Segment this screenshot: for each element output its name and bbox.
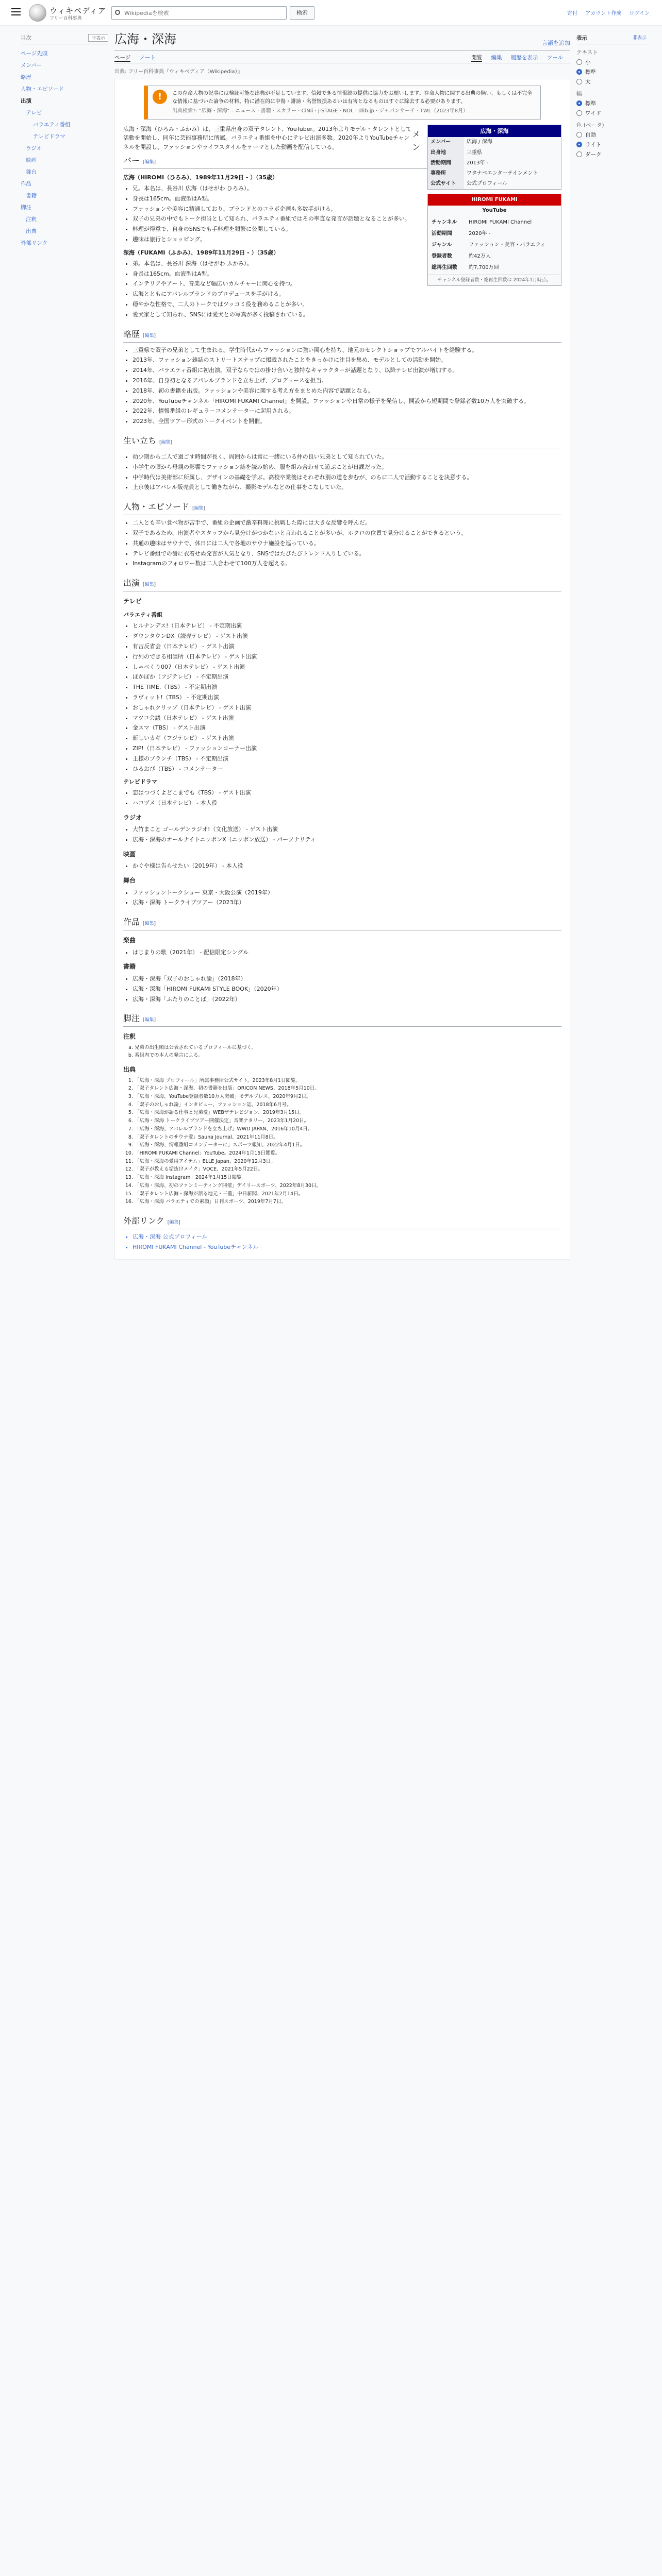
books-heading: 書籍 — [123, 963, 136, 971]
list-item: • かぐや様は告らせたい（2019年） - 本人役 — [133, 861, 561, 871]
reference-item: 16. 「広海・深海 バラエティでの素顔」日刊スポーツ、2019年7月7日。 — [135, 1198, 561, 1206]
infobox-table — [428, 137, 561, 189]
width-label: 幅 — [576, 91, 582, 97]
text-size-standard-radio[interactable]: 標準 — [576, 68, 647, 76]
list-item: • 身長は165cm。血液型はA型。 — [133, 194, 561, 204]
appearance-header — [576, 34, 647, 44]
drama-list — [133, 788, 561, 808]
list-item: • はじまりの歌（2021年） - 配信限定シングル — [133, 948, 561, 957]
toc-item[interactable]: 出典 — [26, 228, 37, 234]
tab-page[interactable]: ページ — [114, 55, 131, 61]
external-link[interactable]: • HIROMI FUKAMI Channel - YouTubeチャンネル — [133, 1243, 561, 1252]
edit-link[interactable]: 編集 — [144, 921, 154, 927]
youtube-note: チャンネル登録者数・総再生回数は 2024年1月時点。 — [428, 275, 561, 286]
tab-edit[interactable]: 編集 — [491, 55, 502, 61]
site-tagline: フリー百科事典 — [49, 16, 82, 21]
reference-item: 7. 「広海・深海、アパレルブランドを立ち上げ」WWD JAPAN、2016年10月4日。 — [135, 1126, 561, 1133]
toc-item[interactable]: ページ先頭 — [21, 50, 48, 57]
article-body — [114, 79, 570, 1260]
main-content — [114, 29, 570, 1260]
toc-item[interactable]: テレビ — [26, 110, 42, 116]
edit-link[interactable]: 編集 — [169, 1220, 179, 1226]
edit-link[interactable]: 編集 — [144, 333, 154, 338]
list-item: • 広海とともにアパレルブランドのプロデュースを手がける。 — [133, 290, 561, 299]
variety-list — [133, 621, 561, 773]
width-wide-radio[interactable]: ワイド — [576, 109, 647, 117]
toc-item[interactable]: 舞台 — [26, 169, 37, 175]
list-item: • 2016年、自身初となるアパレルブランドを立ち上げ、プロデュースを担当。 — [133, 376, 561, 385]
list-item: • 弟。本名は、長谷川 深海（はせがわ ふかみ）。 — [133, 259, 561, 268]
list-item: • Instagramのフォロワー数は二人合わせて100万人を超える。 — [133, 559, 561, 568]
appearance-title: 表示 — [576, 35, 587, 41]
list-item: • マツコ会議（日本テレビ） - ゲスト出演 — [133, 714, 561, 723]
infobox-row: 総再生回数 約7,700万回 — [432, 265, 499, 271]
list-item: • 料理が得意で、自身のSNSでも手料理を頻繁に公開している。 — [133, 225, 561, 234]
donate-link[interactable]: 寄付 — [567, 11, 578, 16]
search-input[interactable] — [112, 7, 282, 19]
infobox-row: 公式サイト 公式プロフィール — [428, 179, 561, 189]
reference-item: 4. 「双子のおしゃれ論」インタビュー、ファッション誌、2018年6月号。 — [135, 1101, 561, 1109]
reference-item: 14. 「広海・深海、初のファンミーティング開催」デイリースポーツ、2022年8月30日。 — [135, 1182, 561, 1190]
section-episodes-heading: 人物・エピソード [編集] — [123, 500, 561, 515]
color-label: 色 (ベータ) — [576, 122, 604, 128]
wikipedia-logo-icon[interactable] — [29, 4, 46, 22]
variety-heading: バラエティ番組 — [123, 612, 163, 619]
toc-item[interactable]: メンバー — [21, 62, 42, 69]
sources-list — [135, 1077, 561, 1207]
list-item: • 双子であるため、出演者やスタッフから見分けがつかないと言われることが多いが、ホクロの位置で見分けることができるという。 — [133, 529, 561, 538]
stage-heading: 舞台 — [123, 877, 136, 885]
tab-read[interactable]: 閲覧 — [471, 55, 483, 61]
list-item: • 広海・深海 トークライブツアー（2023年） — [133, 898, 561, 907]
notes-list — [135, 1044, 561, 1060]
appearance-hide-button[interactable]: 非表示 — [632, 36, 647, 41]
history-list — [133, 346, 561, 427]
edit-link[interactable]: 編集 — [144, 160, 154, 165]
toc-title: 目次 — [21, 35, 31, 41]
list-item: • 三重県で双子の兄弟として生まれる。学生時代からファッションに強い関心を持ち、地元のセレクトショップでアルバイトを経験する。 — [133, 346, 561, 355]
warning-icon: ! — [153, 90, 167, 104]
list-item: • 穏やかな性格で、二人のトークではツッコミ役を務めることが多い。 — [133, 300, 561, 309]
reference-item: 9. 「広海・深海、情報番組コメンテーターに」スポーツ報知、2022年4月1日。 — [135, 1142, 561, 1149]
edit-link[interactable]: 編集 — [144, 582, 154, 588]
reference-item: 10. 「HIROMI FUKAMI Channel」YouTube。2024年1月15日閲覧。 — [135, 1150, 561, 1158]
text-size-label: テキスト — [576, 49, 598, 56]
list-item: • ハコヅメ（日本テレビ） - 本人役 — [133, 799, 561, 808]
movie-heading: 映画 — [123, 850, 136, 858]
section-members-heading: メンバー [編集] — [123, 128, 561, 170]
edit-link[interactable]: 編集 — [194, 506, 204, 512]
reference-item: 1. 「広海・深海 プロフィール」所属事務所公式サイト。2023年8月1日閲覧。 — [135, 1077, 561, 1085]
list-item: • 広海・深海「ふたりのことば」（2022年） — [133, 995, 561, 1004]
list-item: • 恋はつづくよどこまでも（TBS） - ゲスト出演 — [133, 788, 561, 798]
list-item: • 新しいカギ（フジテレビ） - ゲスト出演 — [133, 734, 561, 743]
drama-heading: テレビドラマ — [123, 778, 157, 786]
infobox-title: 広海・深海 — [428, 125, 561, 138]
color-light-radio[interactable]: ライト — [576, 141, 647, 148]
list-item: • 趣味は旅行とショッピング。 — [133, 235, 561, 244]
list-item: • 身長は165cm。血液型はA型。 — [133, 269, 561, 279]
list-item: • ダウンタウンDX（読売テレビ） - ゲスト出演 — [133, 632, 561, 641]
page-tabs — [114, 54, 570, 64]
external-link[interactable]: • 広海・深海 公式プロフィール — [133, 1232, 561, 1242]
user-links — [561, 9, 650, 16]
list-item: • 双子の兄弟の中でもトーク担当として知られ、バラエティ番組ではその率直な発言が話題となることが多い。 — [133, 214, 561, 224]
tv-heading: テレビ — [123, 598, 142, 605]
toc-item[interactable]: 略歴 — [21, 74, 31, 80]
episodes-list — [133, 518, 561, 568]
toc-item[interactable]: 人物・エピソード — [21, 86, 64, 92]
list-item: • 2013年、ファッション雑誌のストリートスナップに掲載されたことをきっかけに注目を集め、モデルとしての活動を開始。 — [133, 355, 561, 365]
toc-hide-button[interactable]: 非表示 — [88, 34, 108, 42]
section-appearances-heading: 出演 [編集] — [123, 577, 561, 591]
list-item: • THE TIME,（TBS） - 不定期出演 — [133, 683, 561, 692]
infobox — [427, 125, 561, 190]
list-item: • 行列のできる相談所（日本テレビ） - ゲスト出演 — [133, 652, 561, 662]
youtube-sub: YouTube — [482, 208, 507, 214]
list-item: • 王様のブランチ（TBS） - 不定期出演 — [133, 754, 561, 764]
reference-item: 13. 「広海・深海 Instagram」2024年1月15日閲覧。 — [135, 1174, 561, 1182]
radio-heading: ラジオ — [123, 814, 142, 821]
infobox-row: 活動期間 2020年 - — [432, 230, 491, 236]
site-name[interactable]: ウィキペディア — [49, 6, 106, 15]
list-item: • ヒルナンデス!（日本テレビ） - 不定期出演 — [133, 621, 561, 631]
title-bar — [114, 29, 570, 50]
music-heading: 楽曲 — [123, 937, 136, 944]
reference-item: 6. 「広海・深海 トークライブツアー開催決定」音楽ナタリー、2023年1月20日。 — [135, 1117, 561, 1125]
reference-item: 5. 「広海・深海が語る仕事と兄弟愛」WEBザテレビジョン、2019年3月15日。 — [135, 1109, 561, 1117]
toc-item[interactable]: バラエティ番組 — [33, 122, 71, 128]
menu-icon[interactable] — [11, 8, 21, 15]
list-item: • 2022年、情報番組のレギュラーコメンテーターに起用される。 — [133, 406, 561, 416]
from-line: 出典: フリー百科事典『ウィキペディア（Wikipedia）』 — [114, 69, 243, 75]
list-item: • 幼少期から二人で過ごす時間が長く、周囲からは常に一緒にいる仲の良い兄弟として知られていた。 — [133, 452, 561, 462]
table-of-contents — [21, 34, 108, 249]
search-icon — [115, 10, 120, 15]
movie-list — [133, 861, 561, 871]
member-fukami-title: 深海（FUKAMI（ふかみ）、1989年11月29日 - ）（35歳） — [123, 249, 279, 256]
reference-item: 12. 「双子が教える垢抜けメイク」VOCE、2021年5月22日。 — [135, 1166, 561, 1174]
text-size-small-radio[interactable]: 小 — [576, 58, 647, 66]
radio-list — [133, 825, 561, 844]
stage-list — [133, 888, 561, 908]
infobox-row: 活動期間 2013年 - — [428, 158, 561, 168]
list-item: • ファッションや美容に精通しており、ブランドとのコラボ企画も多数手がける。 — [133, 205, 561, 214]
toc-list — [21, 47, 108, 249]
tab-history[interactable]: 履歴を表示 — [510, 55, 538, 61]
page-title: 広海・深海 — [114, 32, 176, 46]
youtube-header: HIROMI FUKAMI — [428, 194, 561, 206]
member-hiromi-title: 広海（HIROMI（ひろみ）、1989年11月29日 - ）（35歳） — [123, 174, 278, 181]
tab-talk[interactable]: ノート — [139, 55, 156, 61]
note-item: a. 兄弟の出生順は公表されているプロフィールに基づく。 — [135, 1044, 561, 1052]
appearance-panel — [576, 34, 647, 160]
list-item: • 兄。本名は、長谷川 広海（はせがわ ひろみ）。 — [133, 184, 561, 193]
color-auto-radio[interactable]: 自動 — [576, 131, 647, 139]
list-item: • 大竹まこと ゴールデンラジオ!（文化放送） - ゲスト出演 — [133, 825, 561, 834]
music-list — [133, 948, 561, 957]
list-item: • 上京後はアパレル販売員として働きながら、撮影モデルなどの仕事をこなしていた。 — [133, 483, 561, 492]
list-item: • ラヴィット!（TBS） - 不定期出演 — [133, 693, 561, 702]
list-item: • テレビ番組での歯に衣着せぬ発言が人気となり、SNSではたびたびトレンド入りしている。 — [133, 549, 561, 558]
list-item: • ZIP!（日本テレビ） - ファッションコーナー出演 — [133, 744, 561, 753]
toc-item[interactable]: 注釈 — [26, 216, 37, 223]
list-item: • 広海・深海のオールナイトニッポンX（ニッポン放送） - パーソナリティ — [133, 835, 561, 844]
youtube-table — [428, 216, 549, 275]
list-item: • 2020年、YouTubeチャンネル「HIROMI FUKAMI Channel」を開設。ファッションや日常の様子を発信し、開設から短期間で登録者数10万人を突破する。 — [133, 397, 561, 406]
list-item: • 中学時代は美術部に所属し、デザインの基礎を学ぶ。高校卒業後はそれぞれ別の道を歩むが、のちに二人で活動することを決意する。 — [133, 473, 561, 482]
tab-tools[interactable]: ツール — [547, 55, 563, 61]
toc-item[interactable]: 作品 — [21, 181, 31, 187]
list-item: • 2023年、全国ツアー形式のトークイベントを開催。 — [133, 417, 561, 426]
toc-item[interactable]: 映画 — [26, 157, 37, 163]
list-item: • 小学生の頃から母親の影響でファッション誌を読み始め、服を組み合わせて遊ぶことが日課だった。 — [133, 463, 561, 472]
list-item: • 愛犬家として知られ、SNSには愛犬との写真が多く投稿されている。 — [133, 310, 561, 319]
list-item: • インテリアやアート、音楽など幅広いカルチャーに関心を持つ。 — [133, 279, 561, 289]
list-item: • 広海・深海「双子のおしゃれ論」（2018年） — [133, 974, 561, 984]
toc-item[interactable]: 脚注 — [21, 205, 31, 211]
reference-item: 8. 「双子タレントのサウナ愛」Sauna Journal、2021年11月8日。 — [135, 1134, 561, 1142]
section-notes-heading: 脚注 [編集] — [123, 1012, 561, 1027]
list-item: • おしゃれクリップ（日本テレビ） - ゲスト出演 — [133, 703, 561, 713]
toc-item[interactable]: テレビドラマ — [33, 133, 65, 140]
books-list — [133, 974, 561, 1004]
list-item: • 有吉反省会（日本テレビ） - ゲスト出演 — [133, 642, 561, 651]
growth-list — [133, 452, 561, 492]
list-item: • しゃべくり007（日本テレビ） - ゲスト出演 — [133, 663, 561, 672]
toc-item[interactable]: ラジオ — [26, 145, 42, 151]
reference-item: 3. 「広海・深海、YouTube登録者数10万人突破」モデルプレス、2020年9月2日。 — [135, 1093, 561, 1101]
infobox-row: メンバー 広海 / 深海 — [428, 137, 561, 147]
toc-header — [21, 34, 108, 44]
notice-sub: 出典検索?: "広海・深海" – ニュース · 書籍 · スカラー · CiNii · J-STAGE · NDL · dlib.jp · ジャパンサーチ · TWL（2023年8月） — [172, 108, 469, 114]
edit-link[interactable]: 編集 — [144, 1018, 154, 1023]
search-button[interactable]: 検索 — [290, 6, 315, 20]
list-item: • 共通の趣味はサウナで、休日には二人で各地のサウナ施設を巡っている。 — [133, 539, 561, 548]
color-dark-radio[interactable]: ダーク — [576, 150, 647, 158]
youtube-infobox — [427, 194, 561, 286]
section-history-heading: 略歴 [編集] — [123, 328, 561, 343]
infobox-row: ジャンル ファッション・美容・バラエティ — [432, 242, 545, 248]
create-account-link[interactable]: アカウント作成 — [585, 11, 622, 16]
reference-item: 15. 「双子タレント広海・深海が語る地元・三重」中日新聞、2021年2月14日。 — [135, 1191, 561, 1198]
reference-item: 2. 「双子タレント広海・深海、初の書籍を出版」ORICON NEWS、2018年5月10日。 — [135, 1085, 561, 1093]
toc-item[interactable]: 出演 — [21, 98, 31, 104]
search-box[interactable] — [111, 6, 287, 20]
infobox-row: チャンネル HIROMI FUKAMI Channel — [432, 219, 532, 225]
toc-item[interactable]: 書籍 — [26, 193, 37, 199]
edit-link[interactable]: 編集 — [161, 440, 171, 445]
section-links-heading: 外部リンク [編集] — [123, 1214, 561, 1229]
note-item: b. 番組内での本人の発言による。 — [135, 1052, 561, 1060]
list-item: • 金スマ（TBS） - ゲスト出演 — [133, 723, 561, 733]
infobox-row: 事務所 ワタナベエンターテインメント — [428, 168, 561, 179]
lead-paragraph: 広海・深海（ひろみ・ふかみ）は、三重県出身の双子タレント、YouTuber。2013年よりモデル・タレントとして活動を開始し、同年に芸能事務所に所属。バラエティ番組を中心にテレビ出演多数。2020年よりYouTubeチャンネルを開設し、ファッションやライフスタイルをテーマとした動画を配信している。 — [123, 125, 412, 151]
maintenance-notice — [144, 86, 541, 120]
sources-heading: 出典 — [123, 1066, 136, 1074]
list-item: • 2018年、初の書籍を出版。ファッションや美容に関する考え方をまとめた内容で話題となる。 — [133, 386, 561, 396]
width-standard-radio[interactable]: 標準 — [576, 99, 647, 107]
external-links-list — [133, 1232, 561, 1252]
reference-item: 11. 「広海・深海の愛用アイテム」ELLE Japan、2020年12月3日。 — [135, 1158, 561, 1166]
top-bar — [0, 0, 662, 26]
infobox-row: 登録者数 約42万人 — [432, 253, 491, 260]
list-item: • ファッショントークショー 東京・大阪公演（2019年） — [133, 888, 561, 897]
notes-heading: 注釈 — [123, 1033, 136, 1041]
list-item: • 二人とも辛い食べ物が苦手で、番組の企画で激辛料理に挑戦した際には大きな反響を呼んだ。 — [133, 518, 561, 528]
section-works-heading: 作品 [編集] — [123, 916, 561, 930]
section-growth-heading: 生い立ち [編集] — [123, 434, 561, 449]
list-item: • ぽかぽか（フジテレビ） - 不定期出演 — [133, 672, 561, 682]
list-item: • 2014年、バラエティ番組に初出演。双子ならではの掛け合いと独特なキャラクターが話題となり、以降テレビ出演が増加する。 — [133, 366, 561, 375]
toc-item[interactable]: 外部リンク — [21, 240, 48, 246]
login-link[interactable]: ログイン — [629, 11, 650, 16]
notice-text: この存命人物の記事には検証可能な出典が不足しています。信頼できる情報源の提供に協力をお願いします。存命人物に関する出典の無い、もしくは不完全な情報に基づいた論争の材料、特に潜在的に中傷・誹謗・名誉毀損あるいは有害となるものはすぐに除去する必要があります。 — [172, 91, 533, 105]
add-languages-button[interactable]: 言語を追加 — [542, 40, 570, 46]
infobox-row: 出身地 三重県 — [428, 148, 561, 158]
text-size-large-radio[interactable]: 大 — [576, 78, 647, 86]
list-item: • ひるおび（TBS） - コメンテーター — [133, 765, 561, 774]
list-item: • 広海・深海「HIROMI FUKAMI STYLE BOOK」（2020年） — [133, 985, 561, 994]
